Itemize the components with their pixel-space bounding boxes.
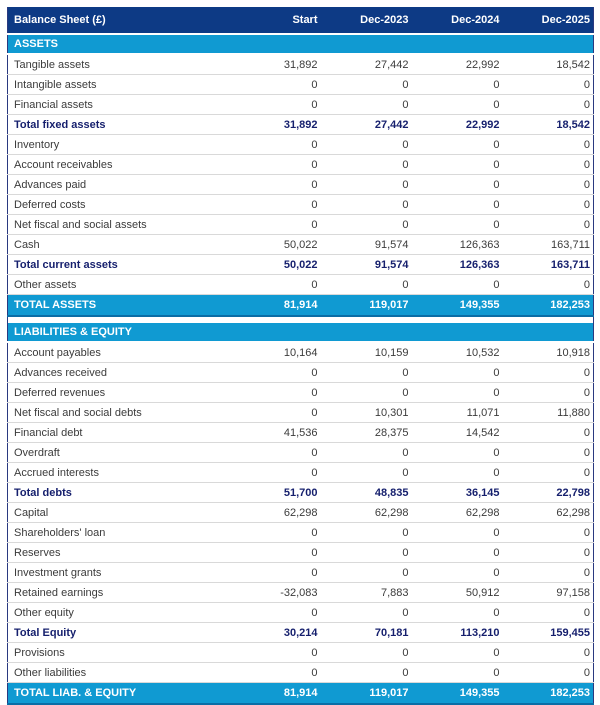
row-value: 0 xyxy=(230,155,321,175)
row-label: Total Equity xyxy=(8,623,230,643)
row-value: 0 xyxy=(321,363,412,383)
row-value: 0 xyxy=(412,135,503,155)
row-value: 91,574 xyxy=(321,255,412,275)
row-value: 50,912 xyxy=(412,583,503,603)
row-value: 0 xyxy=(230,75,321,95)
row-label: Net fiscal and social debts xyxy=(8,403,230,423)
table-row xyxy=(8,423,594,443)
row-value: 48,835 xyxy=(321,483,412,503)
table-row xyxy=(8,603,594,623)
table-row xyxy=(8,563,594,583)
row-value: 0 xyxy=(230,603,321,623)
row-label: Account payables xyxy=(8,342,230,363)
row-value: 0 xyxy=(321,563,412,583)
row-value: 62,298 xyxy=(230,503,321,523)
row-value: 22,992 xyxy=(412,115,503,135)
row-value: 0 xyxy=(321,175,412,195)
row-label: Capital xyxy=(8,503,230,523)
row-value: 0 xyxy=(412,175,503,195)
row-value: 62,298 xyxy=(412,503,503,523)
row-value: 14,542 xyxy=(412,423,503,443)
row-value: 0 xyxy=(412,215,503,235)
row-value: 18,542 xyxy=(503,115,594,135)
table-row xyxy=(8,135,594,155)
row-value: 27,442 xyxy=(321,54,412,75)
row-value: 0 xyxy=(230,543,321,563)
column-header-dec-2023: Dec-2023 xyxy=(321,7,412,34)
row-value: 0 xyxy=(503,383,594,403)
row-value: 0 xyxy=(230,175,321,195)
row-value: 0 xyxy=(503,75,594,95)
row-value: 18,542 xyxy=(503,54,594,75)
table-row xyxy=(8,443,594,463)
row-value: 0 xyxy=(321,603,412,623)
row-value: 0 xyxy=(321,95,412,115)
row-value: 41,536 xyxy=(230,423,321,443)
row-value: 0 xyxy=(503,155,594,175)
table-row xyxy=(8,255,594,275)
row-value: 0 xyxy=(230,523,321,543)
row-value: 0 xyxy=(412,195,503,215)
total-value: 81,914 xyxy=(230,683,321,705)
row-value: 0 xyxy=(230,443,321,463)
row-label: Financial debt xyxy=(8,423,230,443)
row-value: 10,532 xyxy=(412,342,503,363)
section-title: ASSETS xyxy=(8,34,594,54)
row-label: Tangible assets xyxy=(8,54,230,75)
row-value: 10,164 xyxy=(230,342,321,363)
row-value: 0 xyxy=(503,543,594,563)
row-label: Cash xyxy=(8,235,230,255)
row-label: Accrued interests xyxy=(8,463,230,483)
column-header-dec-2024: Dec-2024 xyxy=(412,7,503,34)
table-row xyxy=(8,175,594,195)
total-value: 119,017 xyxy=(321,295,412,317)
row-value: 0 xyxy=(321,543,412,563)
row-value: 10,301 xyxy=(321,403,412,423)
row-value: 0 xyxy=(503,175,594,195)
row-value: 163,711 xyxy=(503,255,594,275)
total-value: 182,253 xyxy=(503,683,594,705)
row-value: 97,158 xyxy=(503,583,594,603)
row-value: 31,892 xyxy=(230,115,321,135)
table-row xyxy=(8,195,594,215)
total-value: 149,355 xyxy=(412,295,503,317)
table-row xyxy=(8,383,594,403)
column-header-start: Start xyxy=(230,7,321,34)
row-value: 0 xyxy=(412,543,503,563)
row-value: 0 xyxy=(321,663,412,683)
table-row xyxy=(8,523,594,543)
row-value: 22,798 xyxy=(503,483,594,503)
row-value: 0 xyxy=(503,663,594,683)
row-label: Reserves xyxy=(8,543,230,563)
row-label: Total fixed assets xyxy=(8,115,230,135)
row-value: 0 xyxy=(321,155,412,175)
row-value: 0 xyxy=(412,75,503,95)
section-spacer xyxy=(8,316,594,323)
row-value: 62,298 xyxy=(503,503,594,523)
row-label: Shareholders' loan xyxy=(8,523,230,543)
row-label: Inventory xyxy=(8,135,230,155)
table-row xyxy=(8,543,594,563)
row-value: 0 xyxy=(503,275,594,295)
row-label: Other equity xyxy=(8,603,230,623)
table-row xyxy=(8,403,594,423)
row-value: 0 xyxy=(321,643,412,663)
row-value: 0 xyxy=(412,363,503,383)
row-value: 50,022 xyxy=(230,235,321,255)
row-value: 0 xyxy=(230,663,321,683)
row-value: 159,455 xyxy=(503,623,594,643)
row-value: 50,022 xyxy=(230,255,321,275)
row-value: 0 xyxy=(321,383,412,403)
row-value: 0 xyxy=(230,643,321,663)
row-value: 11,880 xyxy=(503,403,594,423)
total-row xyxy=(8,683,594,705)
row-value: 0 xyxy=(412,663,503,683)
table-title: Balance Sheet (£) xyxy=(8,7,230,34)
row-value: 7,883 xyxy=(321,583,412,603)
row-value: 0 xyxy=(412,463,503,483)
row-value: 0 xyxy=(503,215,594,235)
row-value: 0 xyxy=(503,135,594,155)
row-value: 0 xyxy=(321,215,412,235)
row-value: 70,181 xyxy=(321,623,412,643)
row-value: 0 xyxy=(412,383,503,403)
row-label: Total debts xyxy=(8,483,230,503)
row-value: 0 xyxy=(503,423,594,443)
row-value: 62,298 xyxy=(321,503,412,523)
row-value: 0 xyxy=(230,563,321,583)
row-value: 27,442 xyxy=(321,115,412,135)
row-label: Intangible assets xyxy=(8,75,230,95)
row-value: 0 xyxy=(321,195,412,215)
row-value: 126,363 xyxy=(412,255,503,275)
row-value: 0 xyxy=(503,603,594,623)
row-value: 0 xyxy=(230,135,321,155)
total-value: 182,253 xyxy=(503,295,594,317)
row-value: 0 xyxy=(412,95,503,115)
table-row xyxy=(8,363,594,383)
row-label: Deferred costs xyxy=(8,195,230,215)
row-value: 0 xyxy=(503,443,594,463)
row-value: 0 xyxy=(230,463,321,483)
row-value: 0 xyxy=(321,75,412,95)
total-value: 149,355 xyxy=(412,683,503,705)
row-value: 22,992 xyxy=(412,54,503,75)
row-label: Other assets xyxy=(8,275,230,295)
table-row xyxy=(8,623,594,643)
row-label: Overdraft xyxy=(8,443,230,463)
total-row xyxy=(8,295,594,317)
row-value: 36,145 xyxy=(412,483,503,503)
row-value: 10,918 xyxy=(503,342,594,363)
row-value: 0 xyxy=(321,463,412,483)
row-value: 0 xyxy=(230,275,321,295)
table-row xyxy=(8,215,594,235)
row-value: 0 xyxy=(503,643,594,663)
row-value: 0 xyxy=(503,363,594,383)
row-value: 0 xyxy=(412,275,503,295)
row-value: 0 xyxy=(412,563,503,583)
row-value: 0 xyxy=(503,195,594,215)
section-header-row xyxy=(8,34,594,54)
total-label: TOTAL LIAB. & EQUITY xyxy=(8,683,230,705)
section-title: LIABILITIES & EQUITY xyxy=(8,323,594,342)
total-value: 81,914 xyxy=(230,295,321,317)
row-value: 163,711 xyxy=(503,235,594,255)
table-row xyxy=(8,463,594,483)
row-value: 11,071 xyxy=(412,403,503,423)
table-row xyxy=(8,75,594,95)
row-value: 0 xyxy=(503,463,594,483)
row-value: 0 xyxy=(412,603,503,623)
table-row xyxy=(8,503,594,523)
row-value: 0 xyxy=(412,155,503,175)
row-value: 0 xyxy=(321,275,412,295)
row-value: 91,574 xyxy=(321,235,412,255)
row-value: 0 xyxy=(412,523,503,543)
table-row xyxy=(8,235,594,255)
table-row xyxy=(8,54,594,75)
row-label: Advances received xyxy=(8,363,230,383)
row-value: 113,210 xyxy=(412,623,503,643)
row-label: Investment grants xyxy=(8,563,230,583)
row-value: 126,363 xyxy=(412,235,503,255)
row-value: 10,159 xyxy=(321,342,412,363)
balance-sheet-table xyxy=(7,7,594,705)
row-label: Net fiscal and social assets xyxy=(8,215,230,235)
row-label: Advances paid xyxy=(8,175,230,195)
row-value: 0 xyxy=(230,195,321,215)
row-value: 0 xyxy=(230,95,321,115)
table-row xyxy=(8,663,594,683)
row-value: 31,892 xyxy=(230,54,321,75)
row-value: 0 xyxy=(321,443,412,463)
table-row xyxy=(8,483,594,503)
row-label: Deferred revenues xyxy=(8,383,230,403)
row-value: 30,214 xyxy=(230,623,321,643)
row-value: 0 xyxy=(503,523,594,543)
row-value: 0 xyxy=(230,363,321,383)
row-label: Other liabilities xyxy=(8,663,230,683)
table-row xyxy=(8,95,594,115)
row-value: 0 xyxy=(321,135,412,155)
section-header-row xyxy=(8,323,594,342)
row-value: 0 xyxy=(230,383,321,403)
row-label: Retained earnings xyxy=(8,583,230,603)
row-value: 28,375 xyxy=(321,423,412,443)
total-label: TOTAL ASSETS xyxy=(8,295,230,317)
table-row xyxy=(8,342,594,363)
row-value: 0 xyxy=(230,215,321,235)
row-value: 0 xyxy=(503,95,594,115)
row-label: Financial assets xyxy=(8,95,230,115)
table-row xyxy=(8,583,594,603)
row-value: 51,700 xyxy=(230,483,321,503)
row-label: Provisions xyxy=(8,643,230,663)
table-row xyxy=(8,115,594,135)
table-header-row xyxy=(8,7,594,34)
row-value: 0 xyxy=(412,643,503,663)
row-value: 0 xyxy=(503,563,594,583)
table-row xyxy=(8,275,594,295)
row-value: 0 xyxy=(230,403,321,423)
row-value: 0 xyxy=(321,523,412,543)
row-label: Account receivables xyxy=(8,155,230,175)
table-row xyxy=(8,155,594,175)
total-value: 119,017 xyxy=(321,683,412,705)
row-value: 0 xyxy=(412,443,503,463)
column-header-dec-2025: Dec-2025 xyxy=(503,7,594,34)
row-value: -32,083 xyxy=(230,583,321,603)
row-label: Total current assets xyxy=(8,255,230,275)
